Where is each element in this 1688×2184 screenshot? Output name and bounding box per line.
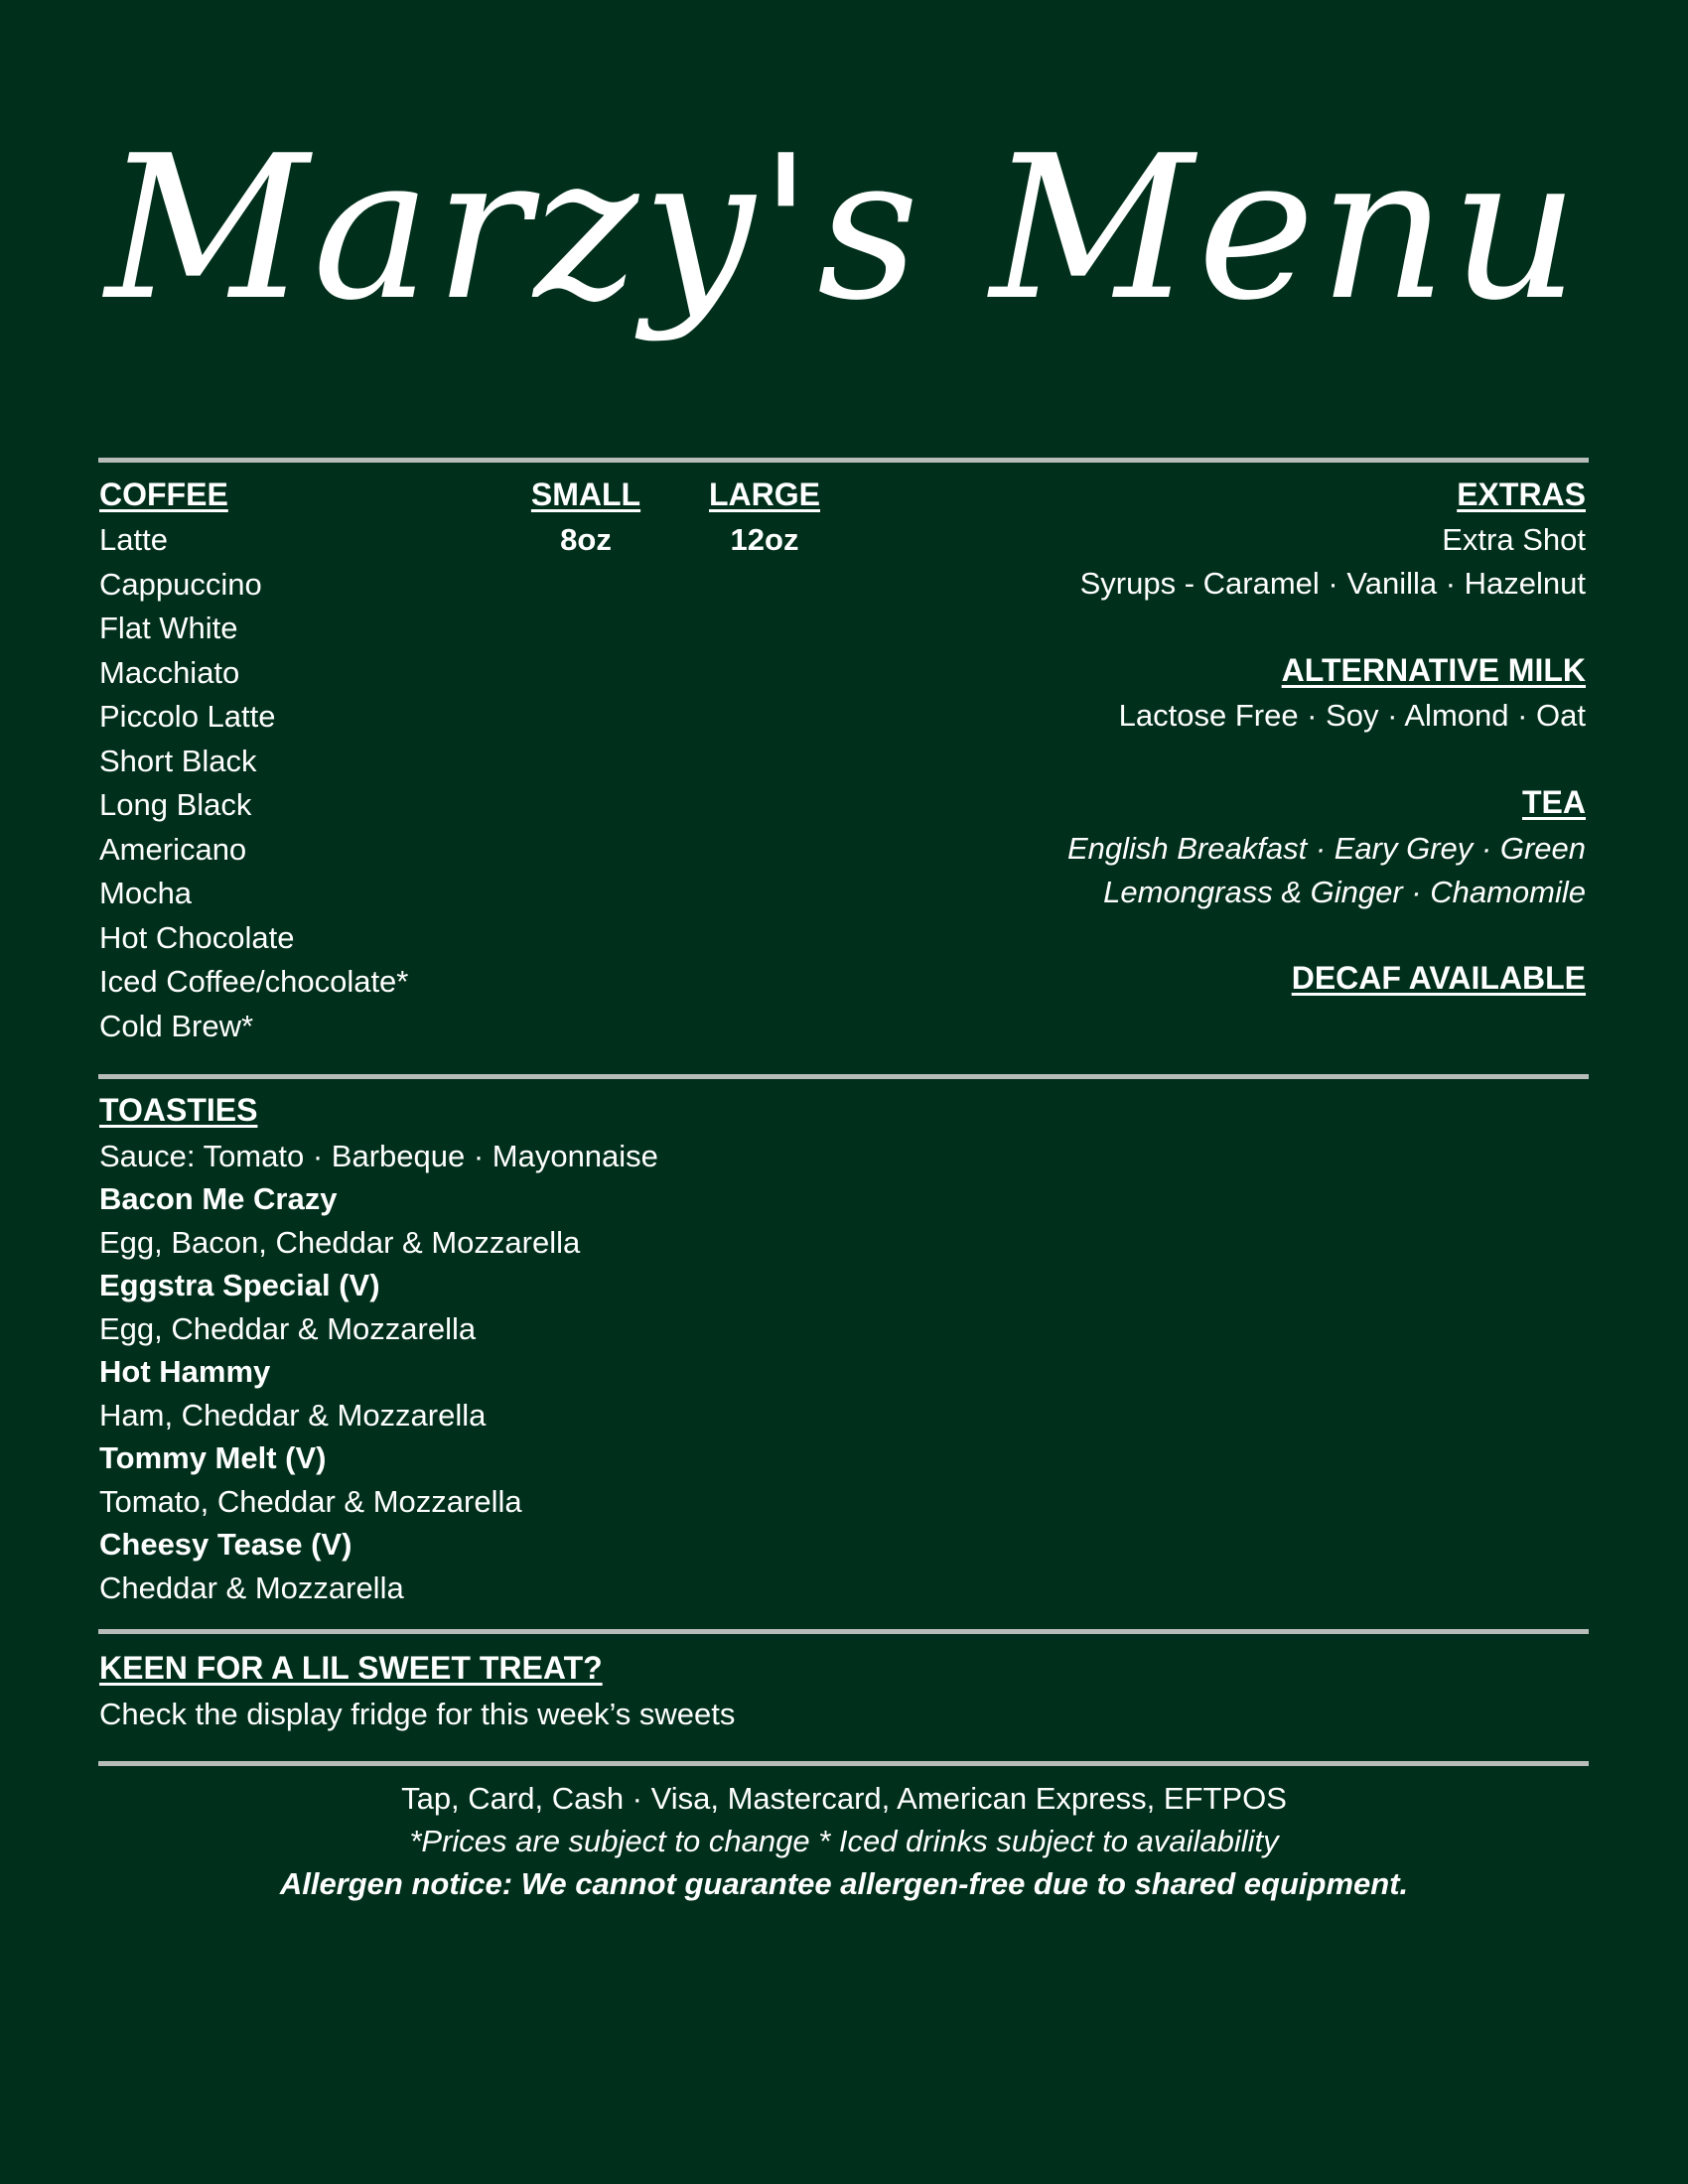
toasties-list [99,1177,580,1610]
toastie-name: Cheesy Tease (V) [99,1527,352,1562]
coffee-item: Americano [99,831,247,867]
coffee-item: Iced Coffee/chocolate* [99,964,409,999]
toastie-desc: Cheddar & Mozzarella [99,1570,404,1605]
toastie-name: Tommy Melt (V) [99,1440,327,1475]
coffee-heading: COFFEE [99,477,228,512]
alt-milk-heading: ALTERNATIVE MILK [1281,652,1586,688]
menu-title: Marzy's Menu [105,112,1583,344]
divider-toasties-sweet [98,1629,1589,1634]
extras-line-1: Extra Shot [1442,522,1586,557]
decaf-heading: DECAF AVAILABLE [1291,960,1586,996]
coffee-item: Short Black [99,743,257,778]
extras-line-2: Syrups - Caramel · Vanilla · Hazelnut [1079,566,1586,601]
coffee-item: Piccolo Latte [99,699,276,734]
large-size-heading: LARGE [709,477,820,512]
coffee-item: Mocha [99,876,193,910]
toastie-name: Eggstra Special (V) [99,1268,380,1302]
allergen-notice: Allergen notice: We cannot guarantee allergen-free due to shared equipment. [279,1866,1409,1901]
toasties-sauce: Sauce: Tomato · Barbeque · Mayonnaise [99,1139,658,1173]
coffee-item: Cappuccino [99,566,262,602]
toastie-desc: Tomato, Cheddar & Mozzarella [99,1483,522,1519]
divider-coffee-toasties [98,1074,1589,1079]
sweet-text: Check the display fridge for this week’s sweets [99,1697,736,1731]
toastie-desc: Ham, Cheddar & Mozzarella [99,1397,487,1433]
small-size-value: 8oz [560,522,612,557]
coffee-item: Latte [99,522,168,557]
divider-top [98,458,1589,463]
sweet-heading: KEEN FOR A LIL SWEET TREAT? [99,1650,603,1686]
tea-line-2: Lemongrass & Ginger · Chamomile [1103,875,1586,909]
toastie-desc: Egg, Cheddar & Mozzarella [99,1310,477,1346]
divider-footer [98,1761,1589,1766]
tea-heading: TEA [1522,784,1586,820]
coffee-item: Cold Brew* [99,1008,254,1043]
toastie-desc: Egg, Bacon, Cheddar & Mozzarella [99,1224,581,1260]
payment-methods: Tap, Card, Cash · Visa, Mastercard, American Express, EFTPOS [401,1781,1287,1816]
coffee-list [99,518,408,1048]
tea-line-1: English Breakfast · Eary Grey · Green [1066,831,1586,866]
toastie-name: Bacon Me Crazy [99,1181,338,1216]
toasties-heading: TOASTIES [99,1092,258,1128]
price-note: *Prices are subject to change * Iced drinks subject to availability [409,1824,1279,1858]
small-size-heading: SMALL [530,477,641,512]
coffee-item: Flat White [99,611,238,645]
large-size-value: 12oz [730,522,799,557]
extras-heading: EXTRAS [1457,477,1586,512]
coffee-item: Macchiato [99,654,240,690]
coffee-item: Hot Chocolate [99,919,295,955]
toastie-name: Hot Hammy [99,1354,271,1389]
coffee-item: Long Black [99,787,252,822]
alt-milk-line: Lactose Free · Soy · Almond · Oat [1118,698,1586,733]
